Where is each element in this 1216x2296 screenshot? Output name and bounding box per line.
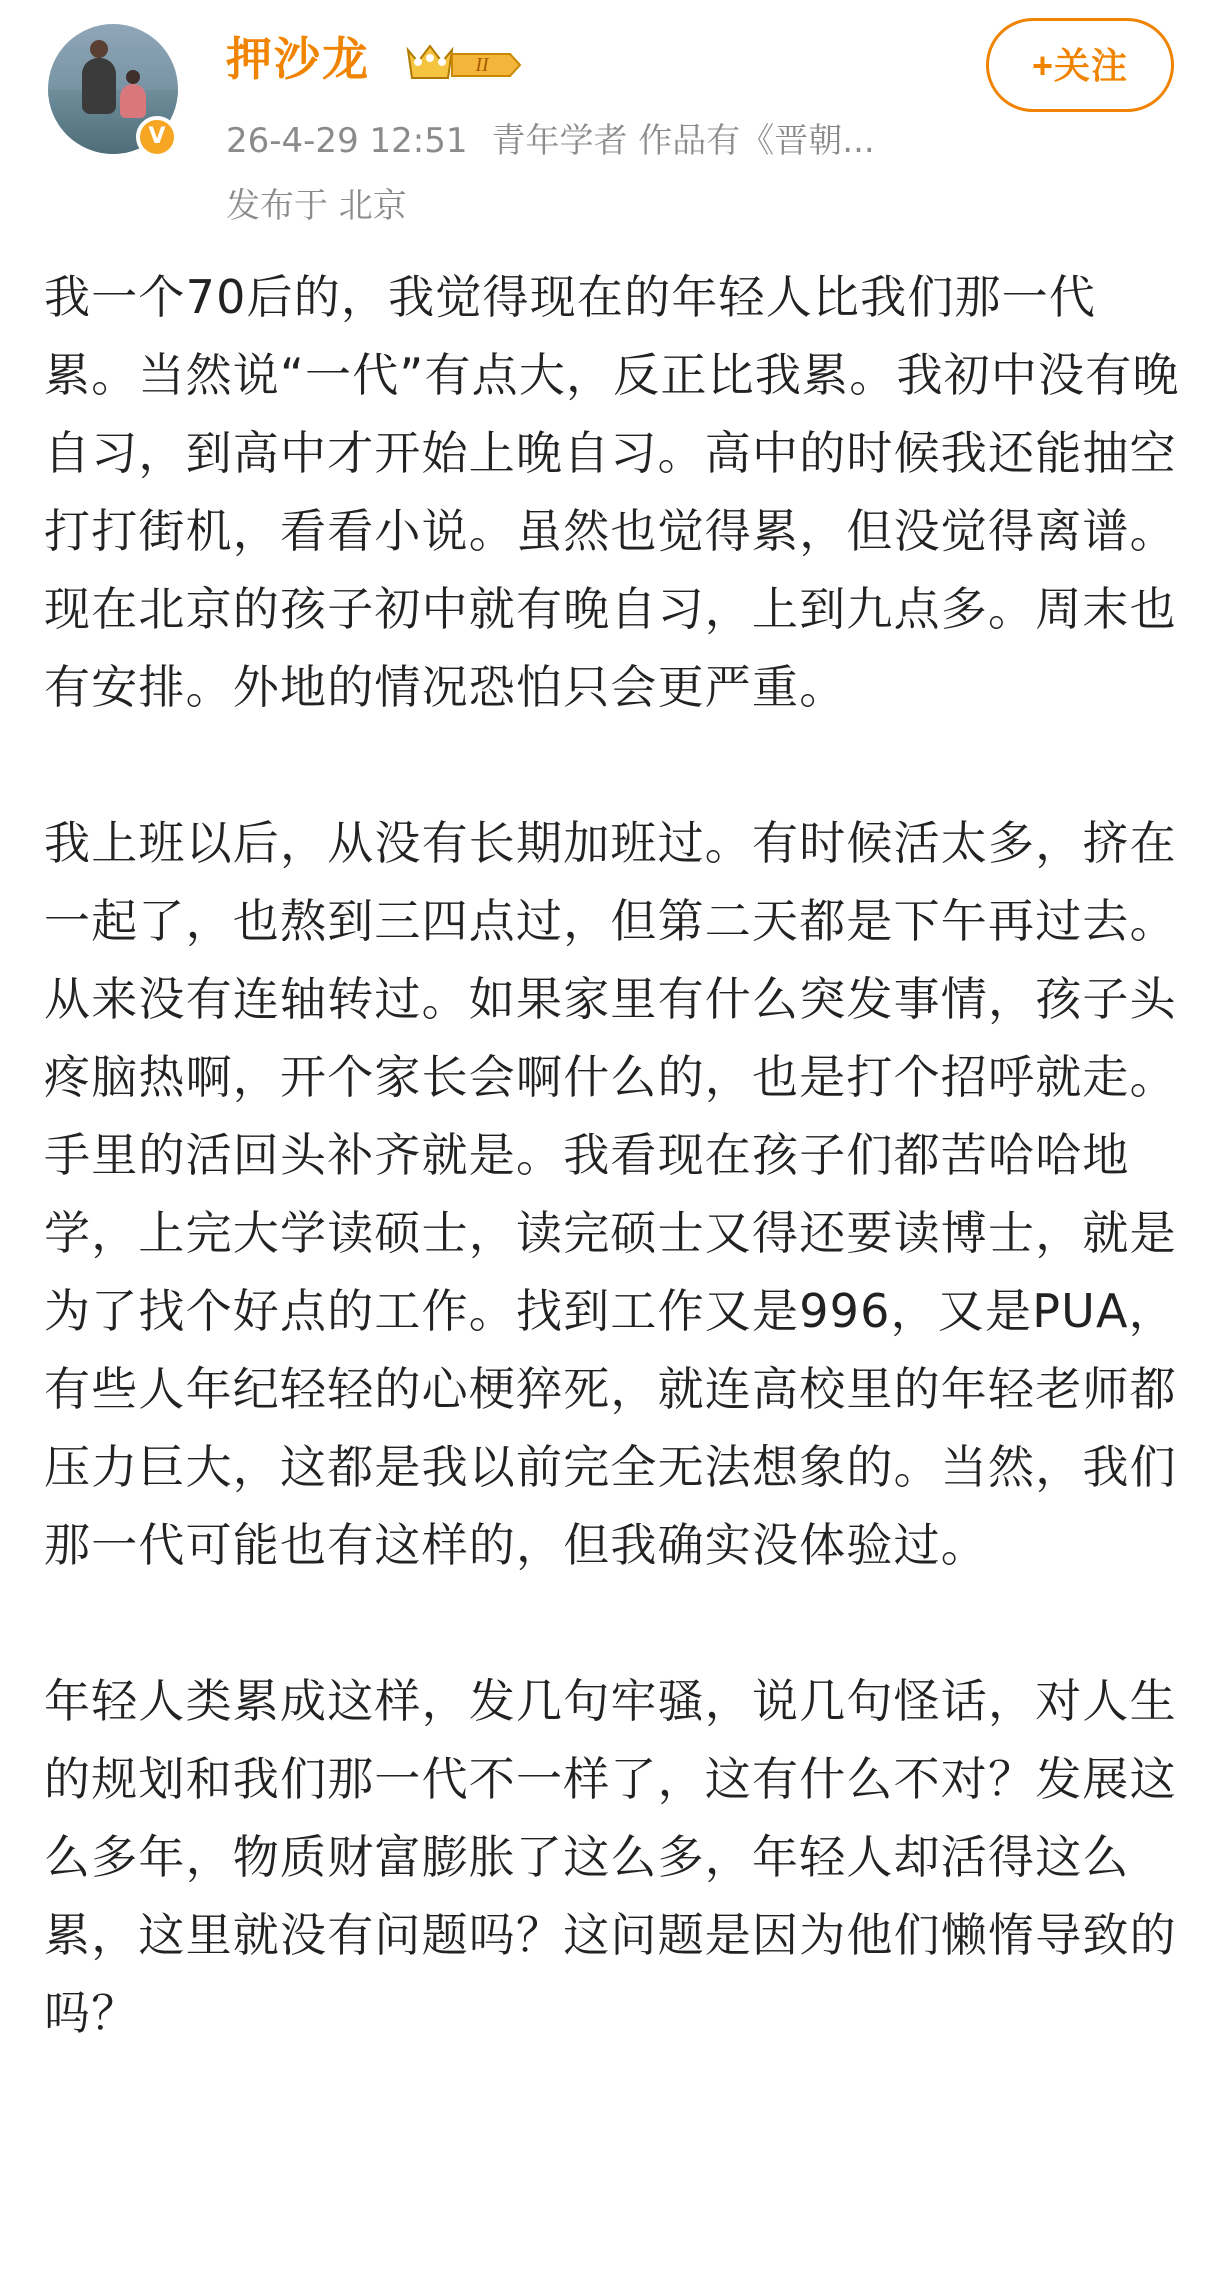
post-paragraph: 年轻人类累成这样，发几句牢骚，说几句怪话，对人生的规划和我们那一代不一样了，这有什么不对？发展这么多年，物质财富膨胀了这么多，年轻人却活得这么累，这里就没有问题吗？这问题是因为他们懒惰导致的吗？ bbox=[44, 1674, 1177, 2040]
post-paragraph: 我一个70后的，我觉得现在的年轻人比我们那一代累。当然说“一代”有点大，反正比我累。我初中没有晚自习，到高中才开始上晚自习。高中的时候我还能抽空打打街机，看看小说。虽然也觉得累，但没觉得离谱。现在北京的孩子初中就有晚自习，上到九点多。周末也有安排。外地的情况恐怕只会更严重。 bbox=[44, 270, 1180, 714]
badge-level-label: II bbox=[475, 54, 489, 76]
crown-badge-icon bbox=[398, 40, 528, 90]
verified-icon: V bbox=[136, 116, 178, 158]
post-header bbox=[0, 0, 1216, 235]
post-location: 发布于 北京 bbox=[226, 186, 407, 226]
avatar-person-shape bbox=[82, 58, 116, 114]
post-meta bbox=[226, 118, 875, 164]
avatar-person-shape bbox=[120, 84, 146, 118]
post-timestamp: 26-4-29 12:51 bbox=[226, 121, 468, 161]
follow-button[interactable]: +关注 bbox=[986, 18, 1174, 112]
author-description: 青年学者 作品有《晋朝... bbox=[491, 121, 875, 161]
post-paragraph: 我上班以后，从没有长期加班过。有时候活太多，挤在一起了，也熬到三四点过，但第二天都是下午再过去。从来没有连轴转过。如果家里有什么突发事情，孩子头疼脑热啊，开个家长会啊什么的，也是打个招呼就走。手里的活回头补齐就是。我看现在孩子们都苦哈哈地学，上完大学读硕士，读完硕士又得还要读博士，就是为了找个好点的工作。找到工作又是996，又是PUA，有些人年纪轻轻的心梗猝死，就连高校里的年轻老师都压力巨大，这都是我以前完全无法想象的。当然，我们那一代可能也有这样的，但我确实没体验过。 bbox=[44, 816, 1177, 1572]
post-content bbox=[44, 258, 1184, 2052]
author-name[interactable]: 押沙龙 bbox=[226, 32, 370, 86]
